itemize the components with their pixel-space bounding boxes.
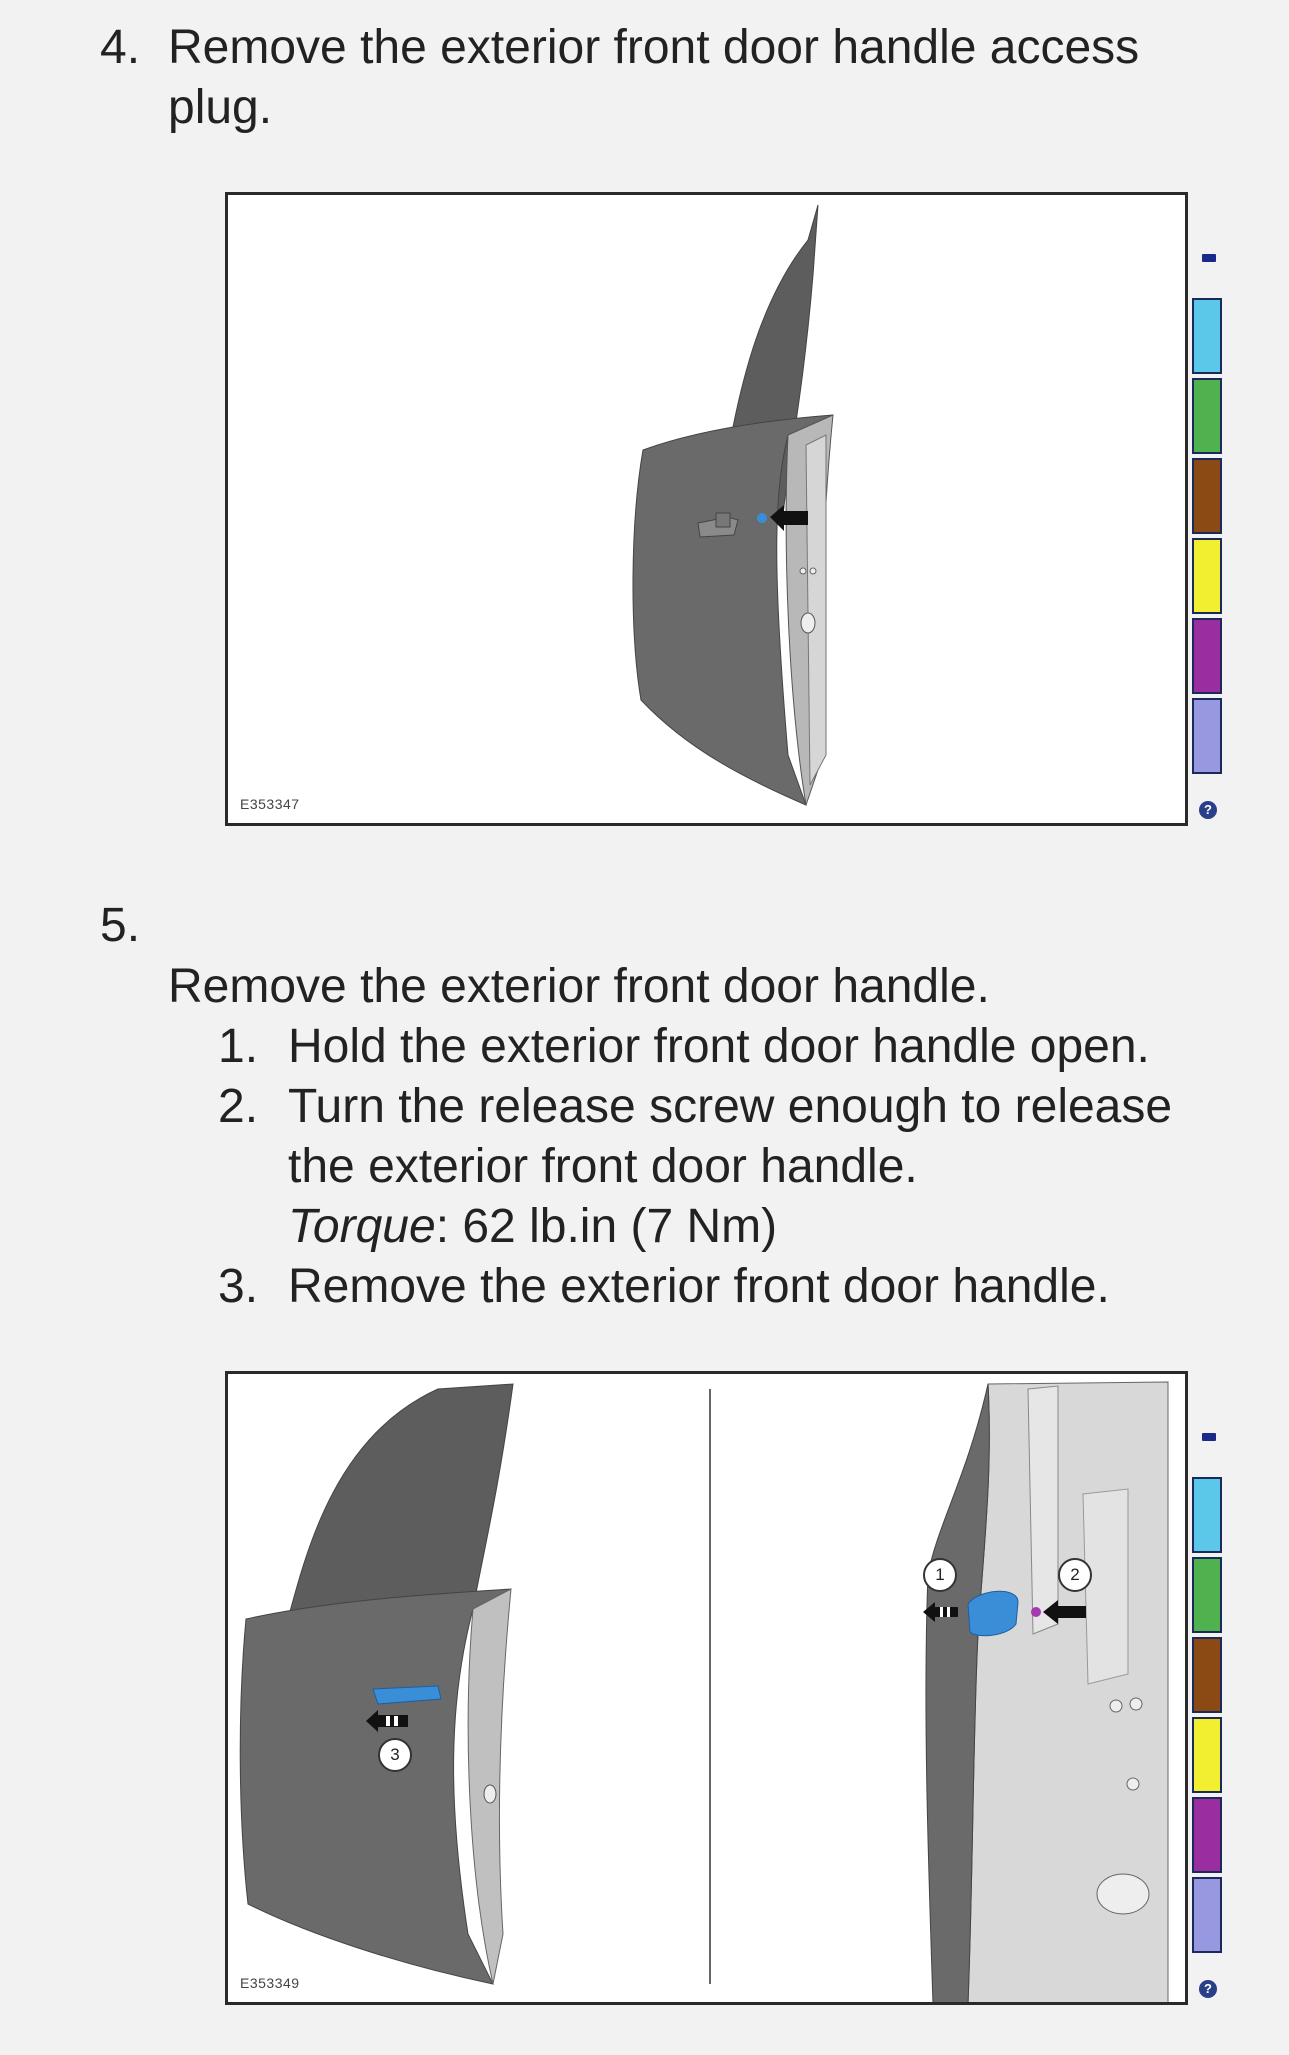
color-swatch-purple[interactable] [1192,1797,1222,1873]
help-icon[interactable]: ? [1199,1980,1217,1998]
help-icon[interactable]: ? [1199,801,1217,819]
color-swatch-brown[interactable] [1192,458,1222,534]
torque-label: Torque [288,1200,436,1253]
color-swatch-brown[interactable] [1192,1637,1222,1713]
callout-2: 2 [1058,1558,1092,1592]
color-swatch-cyan[interactable] [1192,1477,1222,1553]
color-swatch-lavender[interactable] [1192,698,1222,774]
torque-spec [288,1197,777,1257]
step-4-number: 4. [100,21,141,74]
color-swatch-purple[interactable] [1192,618,1222,694]
torque-value: : 62 lb.in (7 Nm) [435,1200,778,1253]
callout-1: 1 [923,1558,957,1592]
substep-2-number: 2. [218,1080,259,1133]
step-5-heading: Remove the exterior front door handle. [168,960,990,1013]
step-4-text-line1: Remove the exterior front door handle access [168,21,1140,74]
substep-3-number: 3. [218,1260,259,1313]
substep-1-number: 1. [218,1020,259,1073]
substep-1-text: Hold the exterior front door handle open. [288,1020,1150,1073]
color-swatch-yellow[interactable] [1192,538,1222,614]
step-5-number: 5. [100,899,141,952]
color-swatch-green[interactable] [1192,378,1222,454]
door-illustration [228,195,1188,826]
step-4-illustration[interactable] [225,192,1188,826]
color-swatch-yellow[interactable] [1192,1717,1222,1793]
color-swatch-cyan[interactable] [1192,298,1222,374]
door-handle-removal-illustration [228,1374,1188,2005]
view-options-icon[interactable] [1202,1433,1216,1441]
substep-2-text-line2: the exterior front door handle. [288,1140,918,1193]
callout-3: 3 [378,1738,412,1772]
step-4-text-line2: plug. [168,81,273,134]
substep-2-text-line1: Turn the release screw enough to release [288,1080,1173,1133]
color-legend [1192,1477,1222,1957]
figure-id-label: E353347 [240,796,300,812]
step-5-illustration[interactable] [225,1371,1188,2005]
figure-id-label: E353349 [240,1975,300,1991]
view-options-icon[interactable] [1202,254,1216,262]
color-swatch-green[interactable] [1192,1557,1222,1633]
color-legend [1192,298,1222,778]
substep-3-text: Remove the exterior front door handle. [288,1260,1110,1313]
color-swatch-lavender[interactable] [1192,1877,1222,1953]
